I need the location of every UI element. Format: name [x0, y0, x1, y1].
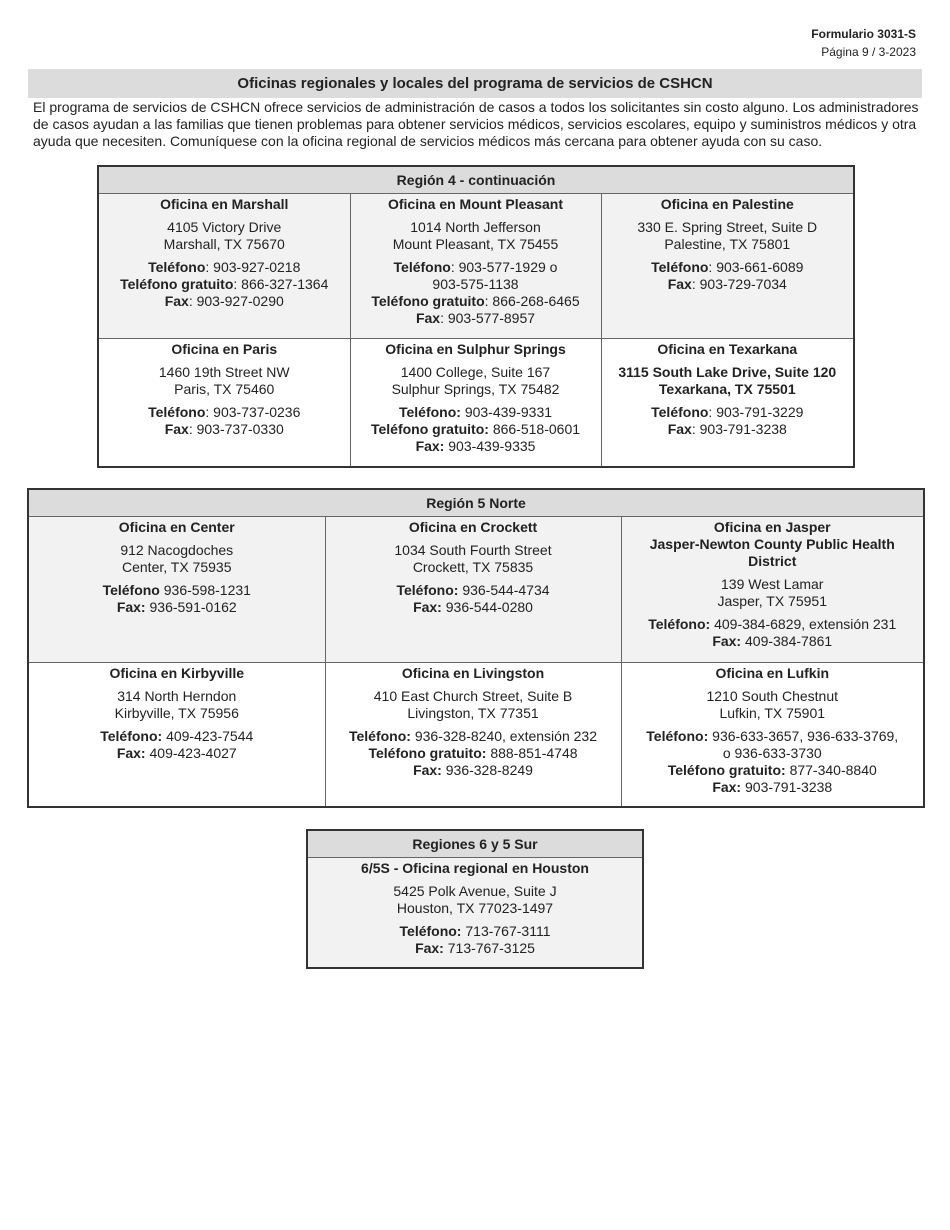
address-line: 1034 South Fourth Street	[394, 541, 552, 558]
fax-label: Fax:	[413, 761, 442, 778]
phone-label: Teléfono	[148, 258, 206, 275]
address-line: Houston, TX 77023-1497	[396, 899, 554, 916]
office-name: Oficina en Crockett	[408, 518, 538, 535]
fax-label: Fax	[415, 309, 441, 326]
phone-label: Teléfono:	[648, 615, 711, 632]
address-line: 410 East Church Street, Suite B	[373, 687, 573, 704]
address-line: 912 Nacogdoches	[120, 541, 234, 558]
toll-free-label: Teléfono gratuito	[371, 292, 485, 309]
phone-value: 713-767-3111	[461, 922, 551, 939]
phone-label: Teléfono	[148, 403, 206, 420]
phone-label: Teléfono:	[396, 581, 459, 598]
address-line: 3115 South Lake Drive, Suite 120	[618, 363, 837, 380]
address-line: 314 North Herndon	[117, 687, 237, 704]
phone-value: o 936-633-3730	[722, 744, 822, 761]
toll-free-value: 866-518-0601	[488, 420, 581, 437]
toll-free-label: Teléfono gratuito:	[368, 744, 487, 761]
address-line: 139 West Lamar	[721, 575, 824, 592]
form-header	[811, 27, 916, 60]
address-line: Texarkana, TX 75501	[658, 380, 796, 397]
office-subname: District	[748, 552, 797, 569]
intro-paragraph: El programa de servicios de CSHCN ofrece servicios de administración de casos a todos los solicitantes sin costo alguno. Los administradores de casos ayudan a las familias que tienen problemas para obtener servicios médicos, servicios escolares, equipo y suministros médicos y otra ayuda que necesiten. Comuníquese con la oficina regional de servicios médicos más cercana para obtener ayuda con su caso.	[33, 99, 919, 149]
phone-value: 936-598-1231	[159, 581, 251, 598]
office-name: 6/5S - Oficina regional en Houston	[361, 859, 589, 876]
fax-value: 903-791-3238	[741, 778, 833, 795]
fax-label: Fax:	[712, 632, 742, 649]
office-houston	[307, 857, 643, 968]
office-name: Oficina en Sulphur Springs	[385, 340, 566, 357]
office-mount-pleasant	[350, 193, 601, 338]
fax-value: 936-328-8249	[441, 761, 533, 778]
phone-value: 936-633-3657, 936-633-3769,	[708, 727, 899, 744]
address-line: 1460 19th Street NW	[158, 363, 290, 380]
address-line: 1210 South Chestnut	[706, 687, 839, 704]
phone-value: 409-384-6829, extensión 231	[710, 615, 897, 632]
fax-label: Fax:	[712, 778, 742, 795]
address-line: 5425 Polk Avenue, Suite J	[393, 882, 557, 899]
office-paris	[98, 338, 350, 467]
fax-label: Fax:	[413, 598, 442, 615]
address-line: Center, TX 75935	[122, 558, 232, 575]
office-name: Oficina en Livingston	[401, 664, 545, 681]
office-crockett	[325, 516, 621, 662]
fax-value: 936-591-0162	[145, 598, 237, 615]
phone-value: : 903-927-0218	[205, 258, 301, 275]
office-sulphur-springs	[350, 338, 601, 467]
fax-label: Fax	[164, 292, 189, 309]
phone-label: Teléfono:	[348, 727, 411, 744]
address-line: Mount Pleasant, TX 75455	[392, 235, 559, 252]
fax-label: Fax:	[415, 939, 444, 956]
phone-value: : 903-737-0236	[205, 403, 301, 420]
region-4-title: Región 4 - continuación	[98, 166, 854, 193]
toll-free-label: Teléfono gratuito	[120, 275, 234, 292]
fax-label: Fax:	[116, 744, 146, 761]
fax-value: 936-544-0280	[441, 598, 533, 615]
fax-value: : 903-577-8957	[440, 309, 536, 326]
fax-value: : 903-927-0290	[188, 292, 284, 309]
office-palestine	[601, 193, 854, 338]
address-line: 1014 North Jefferson	[410, 218, 541, 235]
phone-label: Teléfono:	[646, 727, 709, 744]
office-name: Oficina en Mount Pleasant	[387, 195, 564, 212]
fax-value: : 903-729-7034	[691, 275, 787, 292]
region-6-table	[306, 829, 644, 969]
form-id: Formulario 3031-S	[811, 27, 916, 41]
address-line: Jasper, TX 75951	[717, 592, 827, 609]
office-marshall	[98, 193, 350, 338]
phone-label: Teléfono	[651, 403, 709, 420]
office-name: Oficina en Jasper	[713, 518, 831, 535]
address-line: Lufkin, TX 75901	[719, 704, 826, 721]
office-center	[28, 516, 325, 662]
toll-free-value: : 866-327-1364	[233, 275, 329, 292]
office-lufkin	[621, 662, 924, 807]
page-title: Oficinas regionales y locales del programa de servicios de CSHCN	[28, 69, 922, 98]
address-line: Palestine, TX 75801	[664, 235, 791, 252]
toll-free-label: Teléfono gratuito:	[370, 420, 489, 437]
fax-value: : 903-791-3238	[691, 420, 787, 437]
region-6-title: Regiones 6 y 5 Sur	[307, 830, 643, 857]
phone-value: 936-544-4734	[458, 581, 550, 598]
fax-value: 409-423-4027	[145, 744, 237, 761]
toll-free-value: 888-851-4748	[486, 744, 578, 761]
address-line: Livingston, TX 77351	[407, 704, 539, 721]
office-name: Oficina en Kirbyville	[109, 664, 245, 681]
address-line: 4105 Victory Drive	[167, 218, 282, 235]
fax-label: Fax	[667, 275, 692, 292]
phone-label: Teléfono	[393, 258, 451, 275]
phone-value: : 903-577-1929 o	[450, 258, 558, 275]
office-name: Oficina en Lufkin	[715, 664, 830, 681]
address-line: Crockett, TX 75835	[412, 558, 534, 575]
address-line: Sulphur Springs, TX 75482	[391, 380, 560, 397]
phone-value: : 903-791-3229	[708, 403, 804, 420]
phone-value: 903-439-9331	[460, 403, 553, 420]
fax-label: Fax	[164, 420, 189, 437]
fax-label: Fax	[667, 420, 692, 437]
phone-label: Teléfono:	[399, 922, 462, 939]
region-5-table	[27, 488, 925, 808]
phone-label: Teléfono	[651, 258, 709, 275]
office-jasper	[621, 516, 924, 662]
address-line: Paris, TX 75460	[174, 380, 275, 397]
fax-value: 409-384-7861	[741, 632, 833, 649]
office-name: Oficina en Palestine	[660, 195, 794, 212]
office-kirbyville	[28, 662, 325, 807]
office-name: Oficina en Texarkana	[657, 340, 798, 357]
fax-label: Fax:	[116, 598, 146, 615]
phone-value: 903-575-1138	[432, 275, 519, 292]
office-texarkana	[601, 338, 854, 467]
address-line: Kirbyville, TX 75956	[114, 704, 239, 721]
address-line: Marshall, TX 75670	[163, 235, 285, 252]
phone-label: Teléfono:	[100, 727, 163, 744]
office-name: Oficina en Marshall	[160, 195, 289, 212]
region-5-title: Región 5 Norte	[28, 489, 924, 516]
fax-value: 903-439-9335	[444, 437, 536, 454]
toll-free-value: 877-340-8840	[785, 761, 877, 778]
address-line: 1400 College, Suite 167	[400, 363, 551, 380]
toll-free-label: Teléfono gratuito:	[667, 761, 786, 778]
fax-value: 713-767-3125	[443, 939, 535, 956]
office-name: Oficina en Paris	[171, 340, 278, 357]
office-subname: Jasper-Newton County Public Health	[649, 535, 895, 552]
phone-value: 409-423-7544	[162, 727, 254, 744]
office-livingston	[325, 662, 621, 807]
fax-label: Fax:	[415, 437, 445, 454]
page-number: Página 9 / 3-2023	[821, 45, 916, 59]
fax-value: : 903-737-0330	[188, 420, 284, 437]
address-line: 330 E. Spring Street, Suite D	[637, 218, 818, 235]
phone-label: Teléfono:	[398, 403, 461, 420]
phone-value: 936-328-8240, extensión 232	[410, 727, 597, 744]
office-name: Oficina en Center	[118, 518, 235, 535]
phone-value: : 903-661-6089	[708, 258, 804, 275]
region-4-table	[97, 165, 855, 468]
phone-label: Teléfono	[102, 581, 160, 598]
toll-free-value: : 866-268-6465	[484, 292, 580, 309]
